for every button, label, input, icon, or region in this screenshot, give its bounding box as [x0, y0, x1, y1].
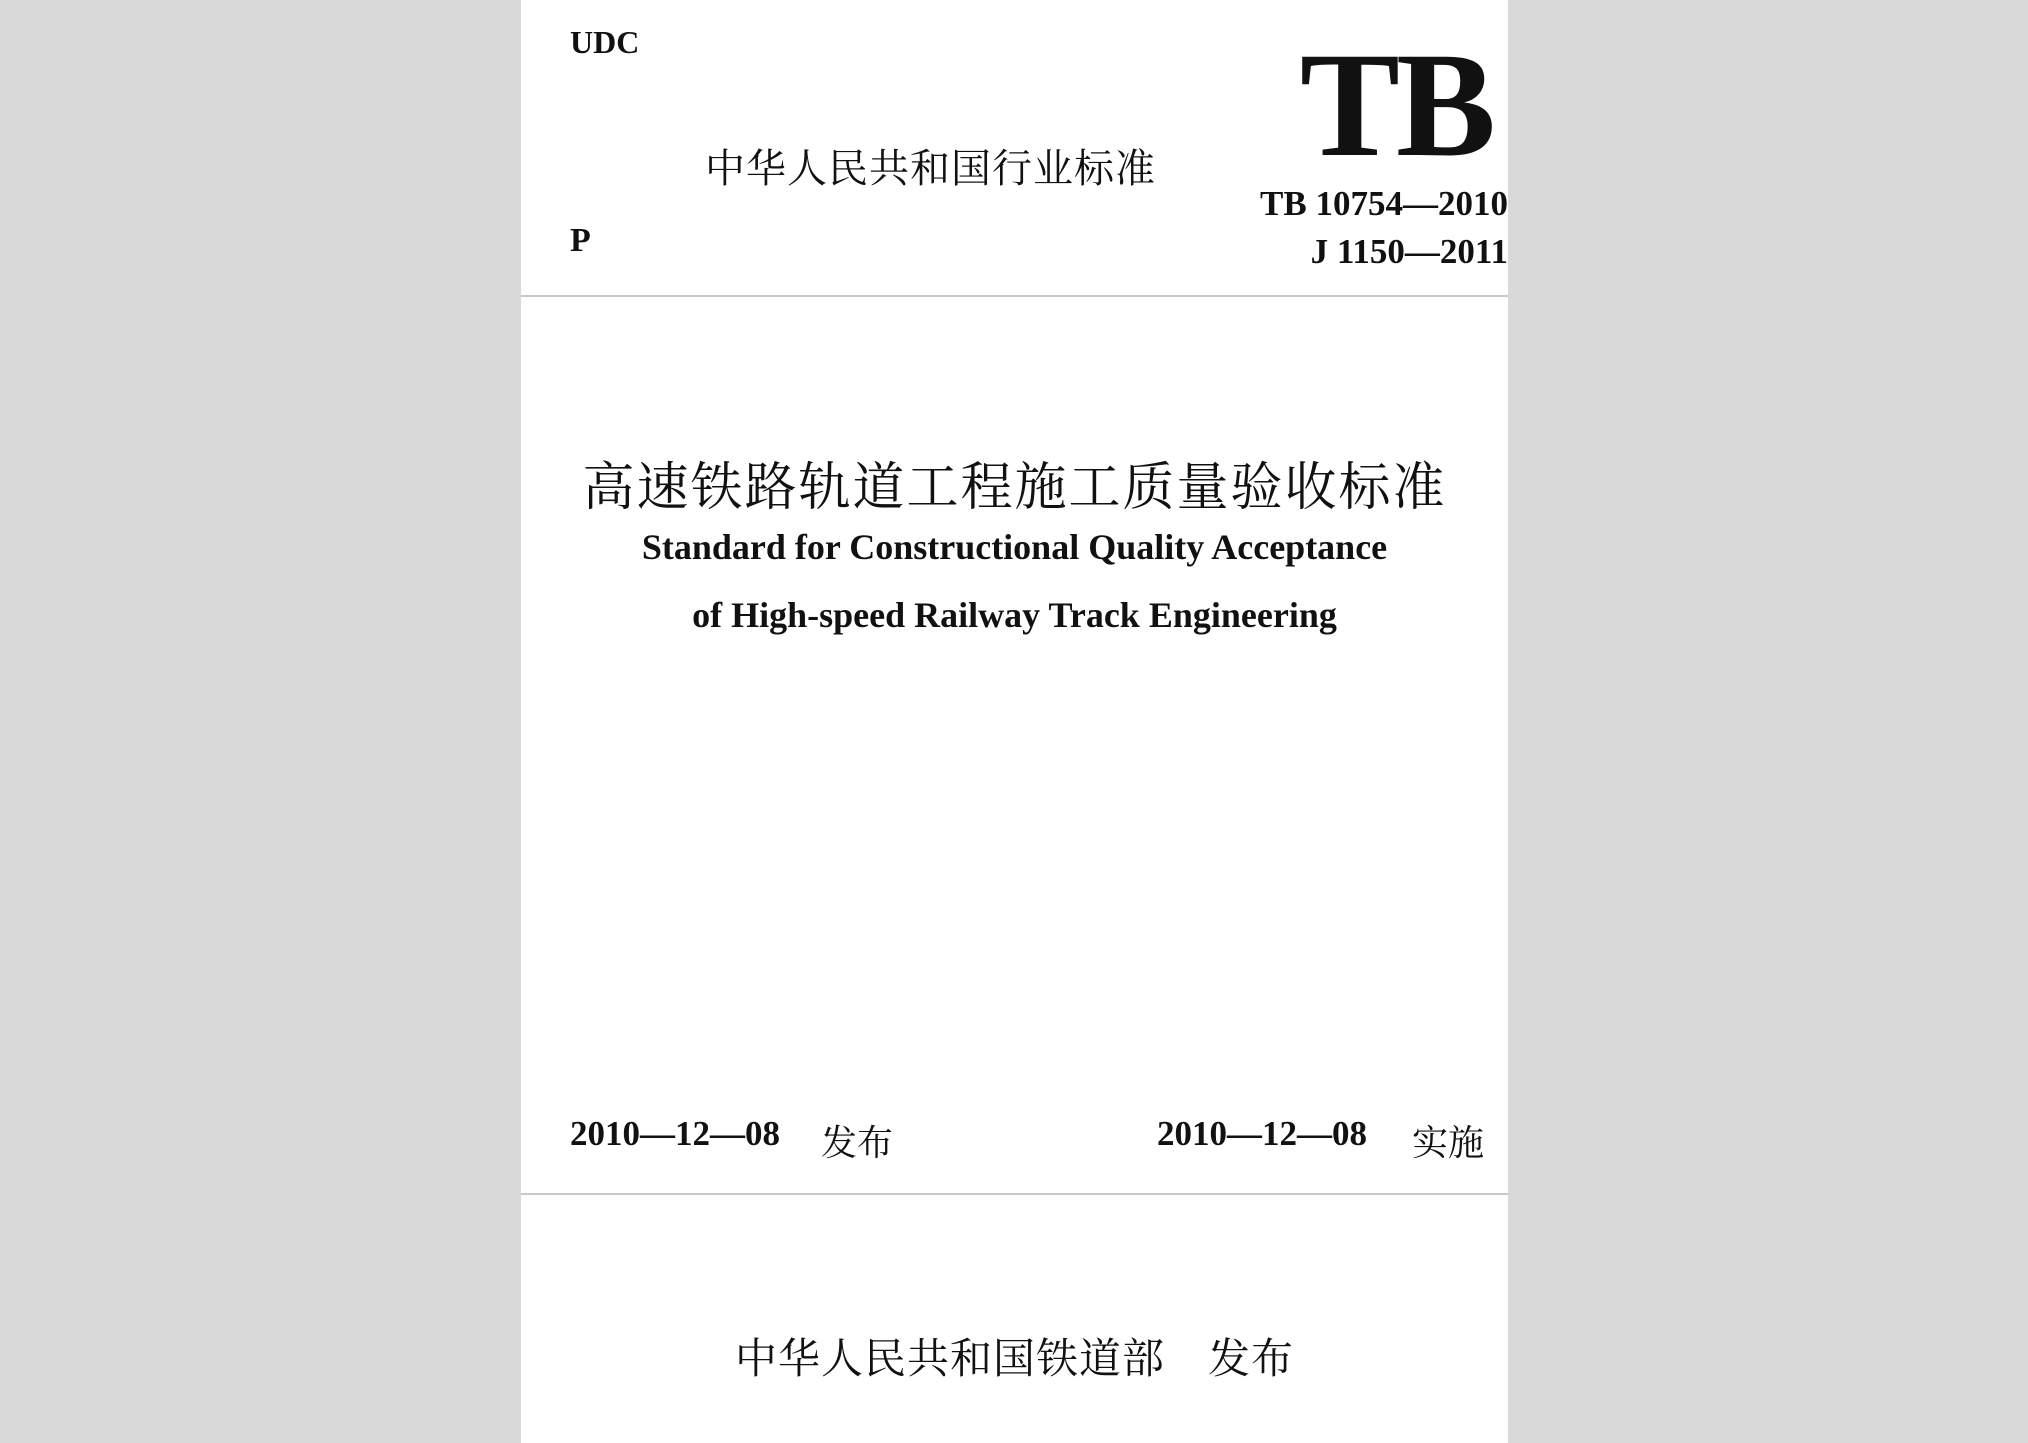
title-english-line2: of High-speed Railway Track Engineering	[692, 595, 1337, 635]
header-divider	[521, 295, 1508, 297]
document-page	[521, 0, 1508, 1443]
footer-divider	[521, 1193, 1508, 1195]
implement-label: 实施	[1412, 1123, 1485, 1164]
implement-date: 2010—12—08	[1157, 1114, 1367, 1153]
industry-standard-label: 中华人民共和国行业标准	[705, 146, 1156, 192]
udc-label: UDC	[570, 24, 640, 60]
tb-logo: TB	[1299, 22, 1492, 188]
issue-label: 发布	[821, 1123, 894, 1164]
record-number: J 1150—2011	[1310, 232, 1508, 271]
title-english-line1: Standard for Constructional Quality Acceptance	[641, 527, 1388, 567]
title-chinese: 高速铁路轨道工程施工质量验收标准	[582, 458, 1447, 518]
issue-date: 2010—12—08	[570, 1114, 780, 1153]
category-code: P	[570, 222, 591, 259]
standard-number: TB 10754—2010	[1260, 184, 1508, 223]
publisher: 中华人民共和国铁道部 发布	[734, 1334, 1294, 1383]
